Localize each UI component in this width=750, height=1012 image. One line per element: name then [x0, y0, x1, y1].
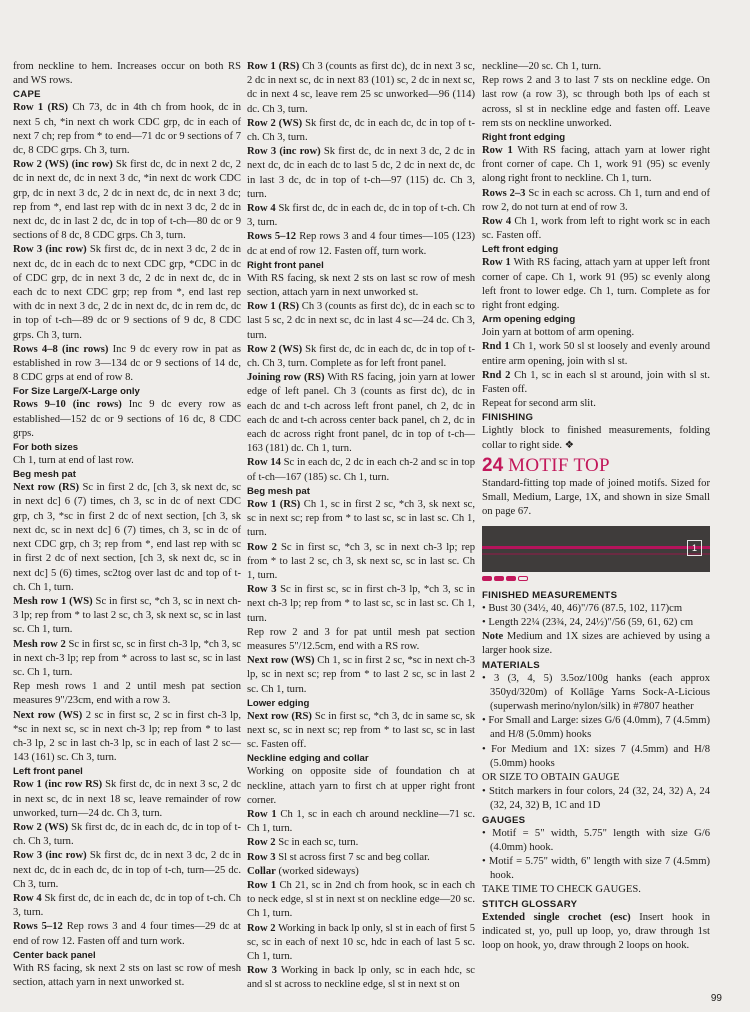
paragraph-text: Sk first dc, dc in each dc, dc in top of t-ch. Ch 3, turn. — [247, 203, 475, 229]
paragraph — [482, 256, 710, 313]
paragraph — [13, 595, 241, 638]
paragraph — [13, 481, 241, 595]
section-heading: Left front edging — [482, 244, 559, 256]
paragraph — [13, 454, 241, 468]
paragraph — [482, 144, 710, 187]
paragraph — [247, 765, 475, 808]
paragraph-text: Sk first dc, dc in each dc, dc in top of t-ch. Ch 3, turn. Complete as for left front panel. — [247, 343, 476, 370]
stripe — [482, 553, 710, 555]
row-label: Row 3 (inc row) — [13, 244, 87, 256]
paragraph-text: Rep row 2 and 3 for pat until mesh pat section measures 5"/12.5cm, end with a RS row. — [247, 626, 475, 652]
skill-level-icon — [482, 576, 710, 581]
section-heading: Center back panel — [13, 949, 96, 961]
paragraph — [482, 340, 710, 368]
paragraph — [247, 654, 475, 697]
bullet-item — [482, 602, 710, 616]
row-label: Rows 5–12 — [247, 231, 297, 243]
paragraph-text: Ch 1, sc in first 2 sc, *ch 3, sk next sc, sc in next sc; rep from * to last sc, sc in last sc. Ch 1, turn. — [247, 498, 475, 539]
row-label: Row 3 (inc row) — [13, 850, 87, 862]
skill-pip-icon — [506, 576, 516, 581]
paragraph-text: Motif = 5.75" width, 6" length with size 7 (4.5mm) hook. — [488, 855, 710, 882]
paragraph-text: Sc in first sc, *ch 3, sc in next ch-3 lp; rep from * to last 2 sc, ch 3, sk next sc, sc in last sc. Ch 1, turn. — [13, 595, 241, 636]
column-right — [482, 60, 710, 953]
paragraph — [247, 202, 475, 230]
row-label: Row 4 — [482, 216, 512, 228]
paragraph — [247, 865, 475, 879]
row-label: Row 2 (WS) — [247, 343, 303, 355]
paragraph — [482, 326, 710, 340]
paragraph-text: Repeat for second arm slit. — [482, 398, 596, 410]
row-label: Row 1 (RS) — [247, 498, 301, 510]
row-label: Row 1 — [247, 879, 277, 891]
paragraph — [247, 964, 475, 992]
paragraph-text: neckline—20 sc. Ch 1, turn. — [482, 61, 602, 72]
row-label: Row 1 — [482, 257, 511, 269]
paragraph — [13, 101, 241, 158]
paragraph-text: Lightly block to finished measurements, folding collar to right side. ❖ — [482, 425, 710, 451]
paragraph-text: Sk first dc, dc in each dc, dc in top of t-ch. Ch 3, turn. — [13, 892, 241, 919]
paragraph-text: Join yarn at bottom of arm opening. — [482, 327, 635, 339]
row-label: Row 1 (RS) — [13, 102, 69, 114]
paragraph-text: With RS facing, join yarn at lower edge of left panel. Ch 3 (counts as first dc), dc in each dc and t-ch across left front panel, ch 2, dc in each dc and t-ch across center back panel, ch 2, dc in each dc across right front panel, dc in top of t-ch—163 (181) dc. Ch 1, turn. — [247, 372, 475, 455]
paragraph-text: For Small and Large: sizes G/6 (4.0mm), 7 (4.5mm) and H/8 (5.0mm) hooks — [488, 715, 710, 741]
paragraph — [247, 230, 475, 258]
paragraph — [482, 477, 710, 520]
paragraph-text: Ch 21, sc in 2nd ch from hook, sc in each ch to neck edge, sl st in next st on neckline edge—20 sc. Ch 1, turn. — [247, 879, 475, 920]
paragraph-text: Sc in first sc, sc in first ch-3 lp, *ch 3, sc in next ch-3 lp; rep from * across to last sc, sc in last sc. Ch 1, turn. — [13, 638, 241, 678]
paragraph-text: Sl st across first 7 sc and beg collar. — [275, 851, 430, 863]
bullet-item — [482, 672, 710, 715]
section-heading: GAUGES — [482, 814, 526, 826]
paragraph — [13, 962, 241, 990]
row-label: Row 14 — [247, 457, 281, 469]
paragraph — [247, 836, 475, 850]
paragraph — [13, 60, 241, 88]
row-label: Row 2 — [247, 837, 276, 849]
row-label: Next row (RS) — [247, 710, 312, 722]
paragraph-text: Ch 3 (counts as first dc), dc in each sc to last 5 sc, 2 dc in next sc, dc in last 4 sc—24 dc. Ch 3, turn. — [247, 301, 475, 341]
paragraph — [247, 922, 475, 965]
paragraph — [247, 710, 475, 753]
paragraph — [482, 771, 710, 785]
paragraph — [13, 243, 241, 342]
paragraph — [247, 541, 475, 584]
row-label: Rnd 2 — [482, 369, 511, 381]
section-heading: For Size Large/X-Large only — [13, 386, 140, 398]
row-label: Extended single crochet (esc) — [482, 911, 631, 923]
bullet-item — [482, 743, 710, 771]
row-label: Note — [482, 631, 504, 643]
paragraph-text: Stitch markers in four colors, 24 (32, 24, 32) A, 24 (32, 24, 32) B, 1C and 1D — [488, 786, 710, 812]
bullet-item — [482, 827, 710, 855]
paragraph — [247, 371, 475, 456]
paragraph — [247, 343, 475, 371]
paragraph — [482, 369, 710, 397]
paragraph — [482, 60, 710, 74]
paragraph-text: Sc in each sc across. Ch 1, turn and end of row 2, do not turn at end of row 3. — [482, 187, 710, 213]
row-label: Row 1 (RS) — [247, 61, 300, 72]
row-label: Rows 9–10 (inc rows) — [13, 399, 122, 411]
paragraph-text: Rep rows 3 and 4 four times—105 (123) dc at end of row 12. Fasten off, turn work. — [247, 231, 475, 257]
paragraph — [482, 187, 710, 215]
skill-pip-icon — [482, 576, 492, 581]
row-label: Mesh row 1 (WS) — [13, 595, 93, 607]
section-heading: Beg mesh pat — [247, 485, 310, 497]
row-label: Row 1 — [247, 808, 277, 820]
paragraph-text: Ch 1, sc in each sl st around, join with sl st. Fasten off. — [482, 369, 710, 396]
paragraph-text: Rep rows 3 and 4 four times—29 dc at end of row 12. Fasten off and turn work. — [13, 921, 241, 947]
paragraph — [247, 498, 475, 541]
paragraph-text: Bust 30 (34½, 40, 46)"/76 (87.5, 102, 117)cm — [488, 602, 683, 614]
paragraph — [247, 272, 475, 300]
paragraph — [13, 892, 241, 920]
bullet-item — [482, 785, 710, 813]
paragraph-text: Sc in each sc, turn. — [275, 837, 359, 849]
paragraph-text: Sk first dc, dc in next 3 dc, 2 dc in next dc, dc in each dc to last 5 dc, 2 dc in next dc, dc in last 3 dc, dc in top of t-ch—97 (115) dc. Ch 3, turn. — [247, 146, 476, 200]
paragraph-text: Inc 9 dc every row in pat as established in row 3—134 dc or 9 sections of 14 dc, 8 CDC grps at end of row 8. — [13, 343, 241, 384]
row-label: Row 2 (WS) — [13, 821, 69, 833]
row-label: Row 2 — [247, 541, 277, 553]
row-label: Rows 5–12 — [13, 921, 63, 933]
paragraph-text: With RS facing, sk next 2 sts on last sc row of mesh section, attach yarn in next unworked st. — [247, 272, 475, 299]
paragraph — [13, 398, 241, 441]
paragraph — [13, 158, 241, 243]
paragraph-text: Medium and 1X sizes are achieved by using a larger hook size. — [482, 631, 710, 657]
paragraph-text: from neckline to hem. Increases occur on both RS and WS rows. — [13, 61, 241, 87]
paragraph-text: Insert hook in indicated st, yo, pull up loop, yo, draw through 1st loop on hook, yo, draw through 2 loops on hook. — [482, 911, 711, 951]
row-label: Next row (WS) — [13, 709, 83, 721]
paragraph-text: Sc in first 2 dc, [ch 3, sk next dc, sc in next dc] 6 (7) times, ch 3, sc in dc of next CDC grp, ch 3, *sc in first 2 dc of next section, [ch 3, sk next dc, sc in next dc] 6 (7) times, ch 3, sc in dc of next CDC grp, ch 3; rep from *, end last rep with sc in first 2 dc of next section, [ch 3, sk next dc, sc in next dc] 5 (6) times, sc2tog over last dc and top of t-ch. Ch 1, turn. — [13, 482, 241, 593]
paragraph — [247, 117, 475, 145]
section-heading: MATERIALS — [482, 659, 540, 671]
paragraph-text: Motif = 5" width, 5.75" length with size G/6 (4.0mm) hook. — [490, 827, 711, 853]
paragraph-text: With RS facing, sk next 2 sts on last sc row of mesh section, attach yarn in next unworked st. — [13, 962, 241, 988]
section-heading: FINISHING — [482, 412, 534, 424]
paragraph-text: Sc in first sc, *ch 3, sc in next ch-3 lp; rep from * to last 2 sc, ch 3, sk next sc, sc in last sc. Ch 1, turn. — [247, 541, 476, 581]
bullet-marker: • — [482, 672, 494, 684]
skill-pip-icon — [494, 576, 504, 581]
paragraph — [482, 883, 710, 897]
paragraph — [247, 879, 475, 922]
paragraph — [482, 424, 710, 452]
row-label: Row 2 (WS) (inc row) — [13, 159, 113, 171]
bullet-marker: • — [482, 786, 489, 798]
bullet-item — [482, 714, 710, 742]
row-label: Row 2 — [247, 922, 276, 934]
stripe — [482, 546, 710, 549]
paragraph — [482, 630, 710, 658]
paragraph — [13, 778, 241, 821]
paragraph — [13, 680, 241, 708]
section-heading: CAPE — [13, 89, 41, 101]
section-heading: Beg mesh pat — [13, 469, 76, 481]
row-label: Row 1 (RS) — [247, 301, 300, 313]
row-label: Row 4 — [13, 892, 42, 904]
row-label: Next row (WS) — [247, 655, 315, 667]
bullet-marker: • — [482, 827, 493, 839]
paragraph — [13, 638, 241, 681]
skill-pip-icon — [518, 576, 528, 581]
banner-badge: 1 — [687, 540, 702, 556]
paragraph — [247, 456, 475, 484]
paragraph-text: Sk first dc, dc in each dc, dc in top of t-ch. Ch 3, turn. — [247, 117, 476, 144]
paragraph-text: Working in back lp only, sc in each hdc, sc and sl st across to neckline edge, sl st in next st on — [247, 965, 475, 991]
paragraph — [247, 626, 475, 654]
paragraph-text: OR SIZE TO OBTAIN GAUGE — [482, 771, 620, 783]
paragraph-text: Rep rows 2 and 3 to last 7 sts on neckline edge. On last row (a row 3), sc through both lps of each st across, sl st in neckline edge and fasten off. Leave rem sts on neckline unworked. — [482, 75, 710, 129]
paragraph — [247, 145, 475, 202]
row-label: Row 1 (inc row RS) — [13, 779, 103, 791]
section-heading: STITCH GLOSSARY — [482, 898, 578, 910]
row-label: Row 3 — [247, 965, 277, 977]
paragraph-text: With RS facing, attach yarn at upper left front corner of cape. Ch 1, work 91 (95) sc evenly along left front to lower edge. Ch 1, turn. Complete as for right front edging. — [482, 257, 710, 312]
paragraph-text: Sk first dc, dc in each dc, dc in top of t-ch. Ch 3, turn. — [13, 821, 242, 848]
section-heading: Left front panel — [13, 766, 83, 778]
column-left — [13, 60, 241, 990]
paragraph-text: Ch 3 (counts as first dc), dc in next 3 sc, 2 dc in next sc, dc in next 83 (101) sc, 2 dc in next sc, dc in next 4 sc, leave rem 25 sc unworked—96 (114) dc. Ch 3, turn. — [247, 61, 476, 115]
row-label: Row 3 (inc row) — [247, 146, 321, 158]
paragraph-text: Working on opposite side of foundation ch at neckline, attach yarn to first ch at upper right front corner. — [247, 766, 475, 806]
paragraph-text: Sc in first sc, sc in first ch-3 lp, *ch 3, sc in next ch-3 lp; rep from * to last sc, sc in last sc. Ch 1, turn. — [247, 584, 476, 624]
page-number: 99 — [710, 993, 722, 1004]
paragraph — [13, 920, 241, 948]
bullet-item — [482, 616, 710, 630]
pattern-banner-image — [482, 526, 710, 572]
pattern-name: MOTIF TOP — [508, 454, 610, 476]
paragraph-text: TAKE TIME TO CHECK GAUGES. — [482, 884, 641, 896]
paragraph-text: Inc 9 dc every row as established—152 dc or 9 sections of 16 dc, 8 CDC grps. — [13, 399, 241, 439]
row-label: Row 1 — [482, 145, 513, 157]
paragraph — [482, 74, 710, 131]
paragraph-text: Sk first dc, dc in next 3 dc, 2 dc in next dc, dc in each dc to next CDC grp, *CDC in dc of CDC grp, dc in next 3 dc, 2 dc in next dc, dc in each dc to next CDC grp; rep from *, end last rep with dc in next 3 dc, 2 dc in next dc, dc in rem dc, dc in top of t-ch—89 dc or 9 sections of 9 dc, 8 CDC grps. Ch 3, turn. — [13, 244, 242, 341]
column-middle — [247, 60, 475, 993]
paragraph-text: (worked sideways) — [275, 865, 359, 877]
row-label: Rows 4–8 (inc rows) — [13, 343, 109, 355]
paragraph-text: For Medium and 1X: sizes 7 (4.5mm) and H/8 (5.0mm) hooks — [490, 743, 711, 769]
row-label: Row 2 (WS) — [247, 117, 303, 129]
paragraph-text: Sk first dc, dc in next 3 dc, 2 dc in next dc, dc in each dc, dc in top of t-ch, turn—25 dc. Ch 3, turn. — [13, 850, 242, 890]
paragraph-text: 3 (3, 4, 5) 3.5oz/100g hanks (each approx 350yd/320m) of Kollāge Yarns Sock-A-Licious (superwash merino/nylon/silk) in #7807 heather — [490, 672, 710, 712]
paragraph-text: Ch 1, turn at end of last row. — [13, 455, 134, 467]
section-heading: Right front edging — [482, 132, 566, 144]
paragraph-text: Ch 73, dc in 4th ch from hook, dc in next 5 ch, *in next ch work CDC grp, dc in each of next 7 ch; rep from * to end—71 dc or 9 sections of 7 dc, 8 CDC grps. Ch 3, turn. — [13, 102, 241, 157]
paragraph — [482, 215, 710, 243]
paragraph-text: 2 sc in first sc, 2 sc in first ch-3 lp, *sc in next sc, sc in next ch-3 lp; rep from * to last ch-3 lp, 2 sc in last ch-3 lp, sc in each of last 2 sc—143 (161) sc. Ch 3, turn. — [13, 709, 241, 764]
paragraph — [247, 583, 475, 626]
section-heading: Neckline edging and collar — [247, 753, 369, 765]
row-label: Joining row (RS) — [247, 372, 325, 384]
paragraph — [482, 397, 710, 411]
paragraph-text: Length 22¼ (23¾, 24, 24½)"/56 (59, 61, 62) cm — [488, 616, 694, 628]
section-heading: Lower edging — [247, 697, 310, 709]
paragraph-text: Ch 1, sc in first 2 sc, *sc in next ch-3 lp, sc in next sc; rep from * to last 2 sc, sc in last 2 sc. Ch 1, turn. — [247, 655, 475, 695]
row-label: Collar — [247, 865, 276, 877]
paragraph — [247, 851, 475, 865]
section-heading: Right front panel — [247, 259, 324, 271]
paragraph-text: Working in back lp only, sl st in each of first 5 sc, sc in each of next 10 sc, hdc in each of last 5 sc. Ch 1, turn. — [247, 922, 475, 962]
paragraph-text: Sc in each dc, 2 dc in each ch-2 and sc in top of t-ch—167 (185) sc. Ch 1, turn. — [247, 457, 475, 483]
row-label: Rnd 1 — [482, 341, 510, 353]
paragraph-text: Sk first dc, dc in next 3 sc, 2 dc in next sc, dc in next 18 sc, leave remainder of row unworked, turn—24 dc. Ch 3, turn. — [13, 779, 241, 819]
row-label: Next row (RS) — [13, 482, 80, 494]
paragraph — [482, 911, 710, 954]
pattern-number: 24 — [482, 454, 504, 476]
row-label: Row 3 — [247, 851, 276, 863]
bullet-marker: • — [482, 855, 489, 867]
paragraph — [13, 709, 241, 766]
section-heading: For both sizes — [13, 442, 79, 454]
paragraph — [13, 821, 241, 849]
bullet-marker: • — [482, 715, 489, 727]
section-heading: Arm opening edging — [482, 314, 576, 326]
paragraph-text: Rep mesh rows 1 and 2 until mesh pat section measures 9"/23cm, end with a row 3. — [13, 681, 241, 707]
bullet-marker: • — [482, 743, 492, 755]
pattern-title — [482, 454, 710, 476]
bullet-item — [482, 855, 710, 883]
paragraph — [247, 60, 475, 117]
row-label: Mesh row 2 — [13, 638, 66, 650]
row-label: Rows 2–3 — [482, 187, 526, 199]
paragraph-text: Ch 1, work from left to right work sc in each sc. Fasten off. — [482, 216, 710, 242]
paragraph-text: Sk first dc, dc in next 2 dc, 2 dc in next dc, dc in next 3 dc, *in next dc work CDC grp, dc in next 3 dc, 2 dc in next dc, dc in next 3 dc; rep from *, end last rep with dc in next 3 dc, 2 dc in next dc, dc in last 2 dc, dc in top of t-ch—80 dc or 9 sections of 8 dc, 8 CDC grps. Ch 3, turn. — [13, 159, 241, 242]
paragraph-text: Sc in first sc, *ch 3, dc in same sc, sk next sc, sc in next sc; rep from * to last sc, sc in last sc. Fasten off. — [247, 710, 475, 751]
row-label: Row 4 — [247, 203, 276, 215]
paragraph-text: Ch 1, sc in each ch around neckline—71 sc. Ch 1, turn. — [247, 808, 475, 835]
paragraph-text: Ch 1, work 50 sl st loosely and evenly around entire arm opening, join with sl st. — [482, 341, 711, 367]
paragraph-text: Standard-fitting top made of joined motifs. Sized for Small, Medium, Large, 1X, and shown in size Small on page 67. — [482, 478, 710, 518]
bullet-marker: • — [482, 616, 489, 628]
paragraph-text: With RS facing, attach yarn at lower right front corner of cape. Ch 1, work 91 (95) sc evenly along right front to neckline. Ch 1, turn. — [482, 145, 711, 185]
paragraph — [247, 300, 475, 343]
row-label: Row 3 — [247, 584, 277, 596]
bullet-marker: • — [482, 602, 489, 614]
paragraph — [13, 343, 241, 386]
paragraph — [13, 849, 241, 892]
paragraph — [247, 808, 475, 836]
section-heading: FINISHED MEASUREMENTS — [482, 589, 618, 601]
